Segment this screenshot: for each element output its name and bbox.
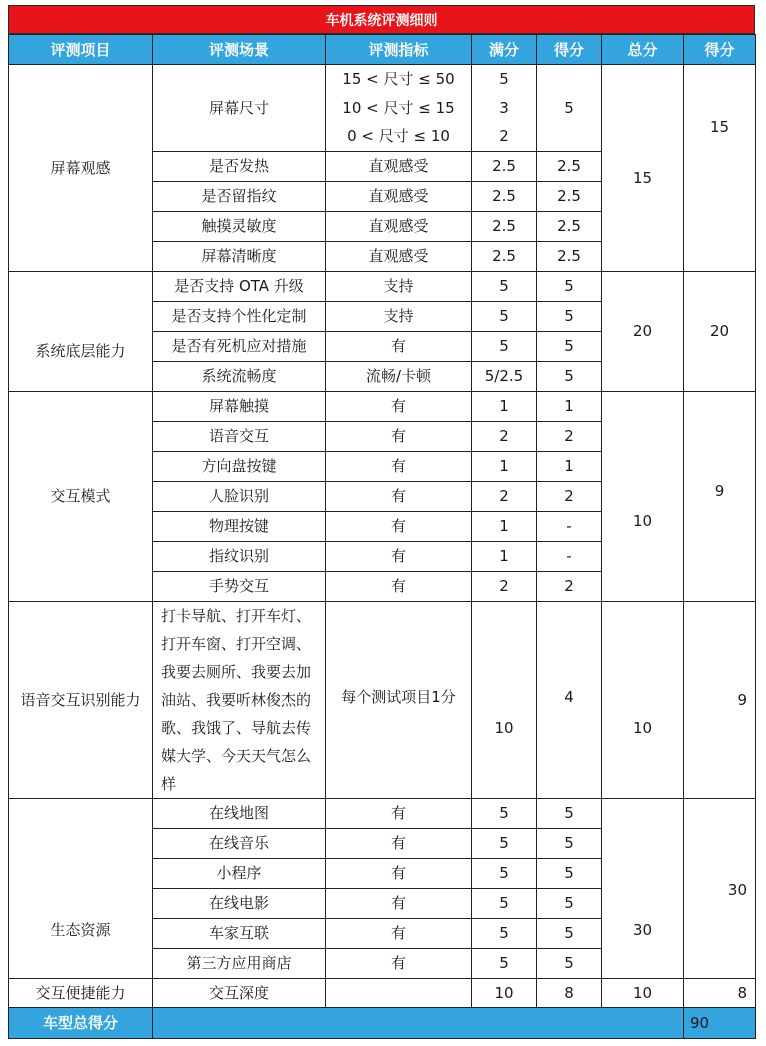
footer-row: [9, 1007, 756, 1038]
full-score-cell: 5: [472, 948, 537, 978]
indicator-cell: 有: [326, 511, 472, 541]
indicator-cell: 有: [326, 828, 472, 858]
score-cell: 5: [537, 361, 602, 391]
scene-cell: 是否支持 OTA 升级: [153, 271, 326, 301]
final-score-cell: 30: [684, 798, 756, 978]
header-scene: 评测场景: [153, 35, 326, 65]
category-cell: 屏幕观感: [9, 65, 153, 272]
table-row: [9, 798, 756, 828]
scene-cell: 小程序: [153, 858, 326, 888]
total-cell: 10: [602, 978, 684, 1007]
vehicle-total-score: 90: [684, 1007, 756, 1038]
indicator-cell: 直观感受: [326, 151, 472, 181]
header-full-score: 满分: [472, 35, 537, 65]
header-row: [9, 35, 756, 65]
full-score-cell: 5: [472, 301, 537, 331]
full-score-cell: 5/2.5: [472, 361, 537, 391]
score-cell: -: [537, 511, 602, 541]
indicator-cell: 有: [326, 541, 472, 571]
final-score-cell: 9: [684, 601, 756, 798]
score-cell: 2.5: [537, 181, 602, 211]
full-score-cell: 5: [472, 858, 537, 888]
indicator-cell: 有: [326, 858, 472, 888]
indicator-cell: [326, 65, 472, 152]
full-score-cell: 5: [472, 918, 537, 948]
total-cell: 10: [602, 391, 684, 601]
full-score-cell: 1: [472, 391, 537, 421]
total-cell: 30: [602, 798, 684, 978]
indicator-cell: 直观感受: [326, 241, 472, 271]
sheet-title: 车机系统评测细则: [8, 5, 755, 34]
full-score-cell: 2.5: [472, 241, 537, 271]
scene-cell: 系统流畅度: [153, 361, 326, 391]
score-cell: 2: [537, 481, 602, 511]
scene-cell: 语音交互: [153, 421, 326, 451]
full-score-cell: 2: [472, 481, 537, 511]
score-cell: -: [537, 541, 602, 571]
indicator-cell: 有: [326, 888, 472, 918]
full-score-line: 5: [499, 70, 509, 88]
scene-cell: 交互深度: [153, 978, 326, 1007]
full-score-cell: 5: [472, 271, 537, 301]
score-cell: 5: [537, 798, 602, 828]
score-cell: 8: [537, 978, 602, 1007]
footer-spacer: [153, 1007, 684, 1038]
full-score-cell: 5: [472, 828, 537, 858]
table-row: [9, 391, 756, 421]
indicator-cell: 有: [326, 481, 472, 511]
score-cell: 5: [537, 888, 602, 918]
header-final-score: 得分: [684, 35, 756, 65]
indicator-cell: 每个测试项目1分: [326, 601, 472, 798]
indicator-cell: 有: [326, 948, 472, 978]
full-score-cell: [472, 65, 537, 152]
evaluation-table: [8, 34, 756, 1039]
score-cell: 2.5: [537, 151, 602, 181]
full-score-cell: 2.5: [472, 181, 537, 211]
indicator-cell: 直观感受: [326, 211, 472, 241]
final-score-cell: 8: [684, 978, 756, 1007]
score-cell: 5: [537, 271, 602, 301]
score-cell: 5: [537, 948, 602, 978]
full-score-cell: 5: [472, 798, 537, 828]
indicator-line: 15 < 尺寸 ≤ 50: [342, 70, 455, 88]
header-category: 评测项目: [9, 35, 153, 65]
full-score-cell: 2.5: [472, 211, 537, 241]
table-row: [9, 978, 756, 1007]
indicator-cell: 有: [326, 331, 472, 361]
score-cell: 5: [537, 918, 602, 948]
score-cell: 5: [537, 828, 602, 858]
total-cell: 15: [602, 65, 684, 272]
total-cell: 10: [602, 601, 684, 798]
full-score-cell: 2: [472, 571, 537, 601]
category-cell: 生态资源: [9, 798, 153, 978]
full-score-line: 2: [499, 127, 509, 145]
full-score-cell: 1: [472, 451, 537, 481]
header-score: 得分: [537, 35, 602, 65]
full-score-cell: 1: [472, 511, 537, 541]
indicator-cell: 有: [326, 571, 472, 601]
scene-cell: 是否发热: [153, 151, 326, 181]
score-cell: 5: [537, 65, 602, 152]
scene-cell: 在线地图: [153, 798, 326, 828]
category-cell: 语音交互识别能力: [9, 601, 153, 798]
category-cell: 交互模式: [9, 391, 153, 601]
indicator-cell: 有: [326, 918, 472, 948]
indicator-cell: 有: [326, 798, 472, 828]
category-cell: 交互便捷能力: [9, 978, 153, 1007]
score-cell: 2.5: [537, 211, 602, 241]
full-score-cell: 10: [472, 601, 537, 798]
indicator-cell: 直观感受: [326, 181, 472, 211]
final-score-cell: 9: [684, 391, 756, 601]
scene-cell: 物理按键: [153, 511, 326, 541]
indicator-cell: 支持: [326, 271, 472, 301]
scene-cell: 第三方应用商店: [153, 948, 326, 978]
scene-cell: 打卡导航、打开车灯、打开车窗、打开空调、我要去厕所、我要去加油站、我要听林俊杰的歌、我饿了、导航去传媒大学、今天天气怎么样: [153, 601, 326, 798]
indicator-cell: 有: [326, 391, 472, 421]
score-cell: 4: [537, 601, 602, 798]
scene-cell: 在线音乐: [153, 828, 326, 858]
indicator-cell: 支持: [326, 301, 472, 331]
score-cell: 5: [537, 301, 602, 331]
scene-cell: 屏幕清晰度: [153, 241, 326, 271]
score-cell: 1: [537, 451, 602, 481]
scene-cell: 触摸灵敏度: [153, 211, 326, 241]
header-indicator: 评测指标: [326, 35, 472, 65]
final-score-cell: 15: [684, 65, 756, 272]
scene-cell: 屏幕触摸: [153, 391, 326, 421]
scene-cell: 屏幕尺寸: [153, 65, 326, 152]
indicator-line: 10 < 尺寸 ≤ 15: [342, 98, 455, 117]
indicator-cell: [326, 978, 472, 1007]
score-cell: 2: [537, 571, 602, 601]
indicator-line: 0 < 尺寸 ≤ 10: [347, 127, 450, 145]
table-row: [9, 271, 756, 301]
scene-cell: 指纹识别: [153, 541, 326, 571]
full-score-cell: 5: [472, 888, 537, 918]
scene-cell: 手势交互: [153, 571, 326, 601]
scene-cell: 是否支持个性化定制: [153, 301, 326, 331]
total-cell: 20: [602, 271, 684, 391]
evaluation-sheet: [8, 5, 755, 1039]
scene-cell: 在线电影: [153, 888, 326, 918]
scene-cell: 是否有死机应对措施: [153, 331, 326, 361]
full-score-cell: 10: [472, 978, 537, 1007]
table-row: [9, 601, 756, 798]
final-score-cell: 20: [684, 271, 756, 391]
scene-cell: 车家互联: [153, 918, 326, 948]
score-cell: 2: [537, 421, 602, 451]
scene-cell: 人脸识别: [153, 481, 326, 511]
indicator-cell: 流畅/卡顿: [326, 361, 472, 391]
score-cell: 2.5: [537, 241, 602, 271]
score-cell: 5: [537, 331, 602, 361]
indicator-cell: 有: [326, 421, 472, 451]
category-cell: 系统底层能力: [9, 271, 153, 391]
full-score-cell: 5: [472, 331, 537, 361]
full-score-cell: 1: [472, 541, 537, 571]
header-total: 总分: [602, 35, 684, 65]
full-score-line: 3: [499, 98, 509, 117]
table-row: [9, 65, 756, 152]
scene-cell: 是否留指纹: [153, 181, 326, 211]
footer-label: 车型总得分: [9, 1007, 153, 1038]
scene-cell: 方向盘按键: [153, 451, 326, 481]
score-cell: 5: [537, 858, 602, 888]
full-score-cell: 2.5: [472, 151, 537, 181]
full-score-cell: 2: [472, 421, 537, 451]
score-cell: 1: [537, 391, 602, 421]
indicator-cell: 有: [326, 451, 472, 481]
